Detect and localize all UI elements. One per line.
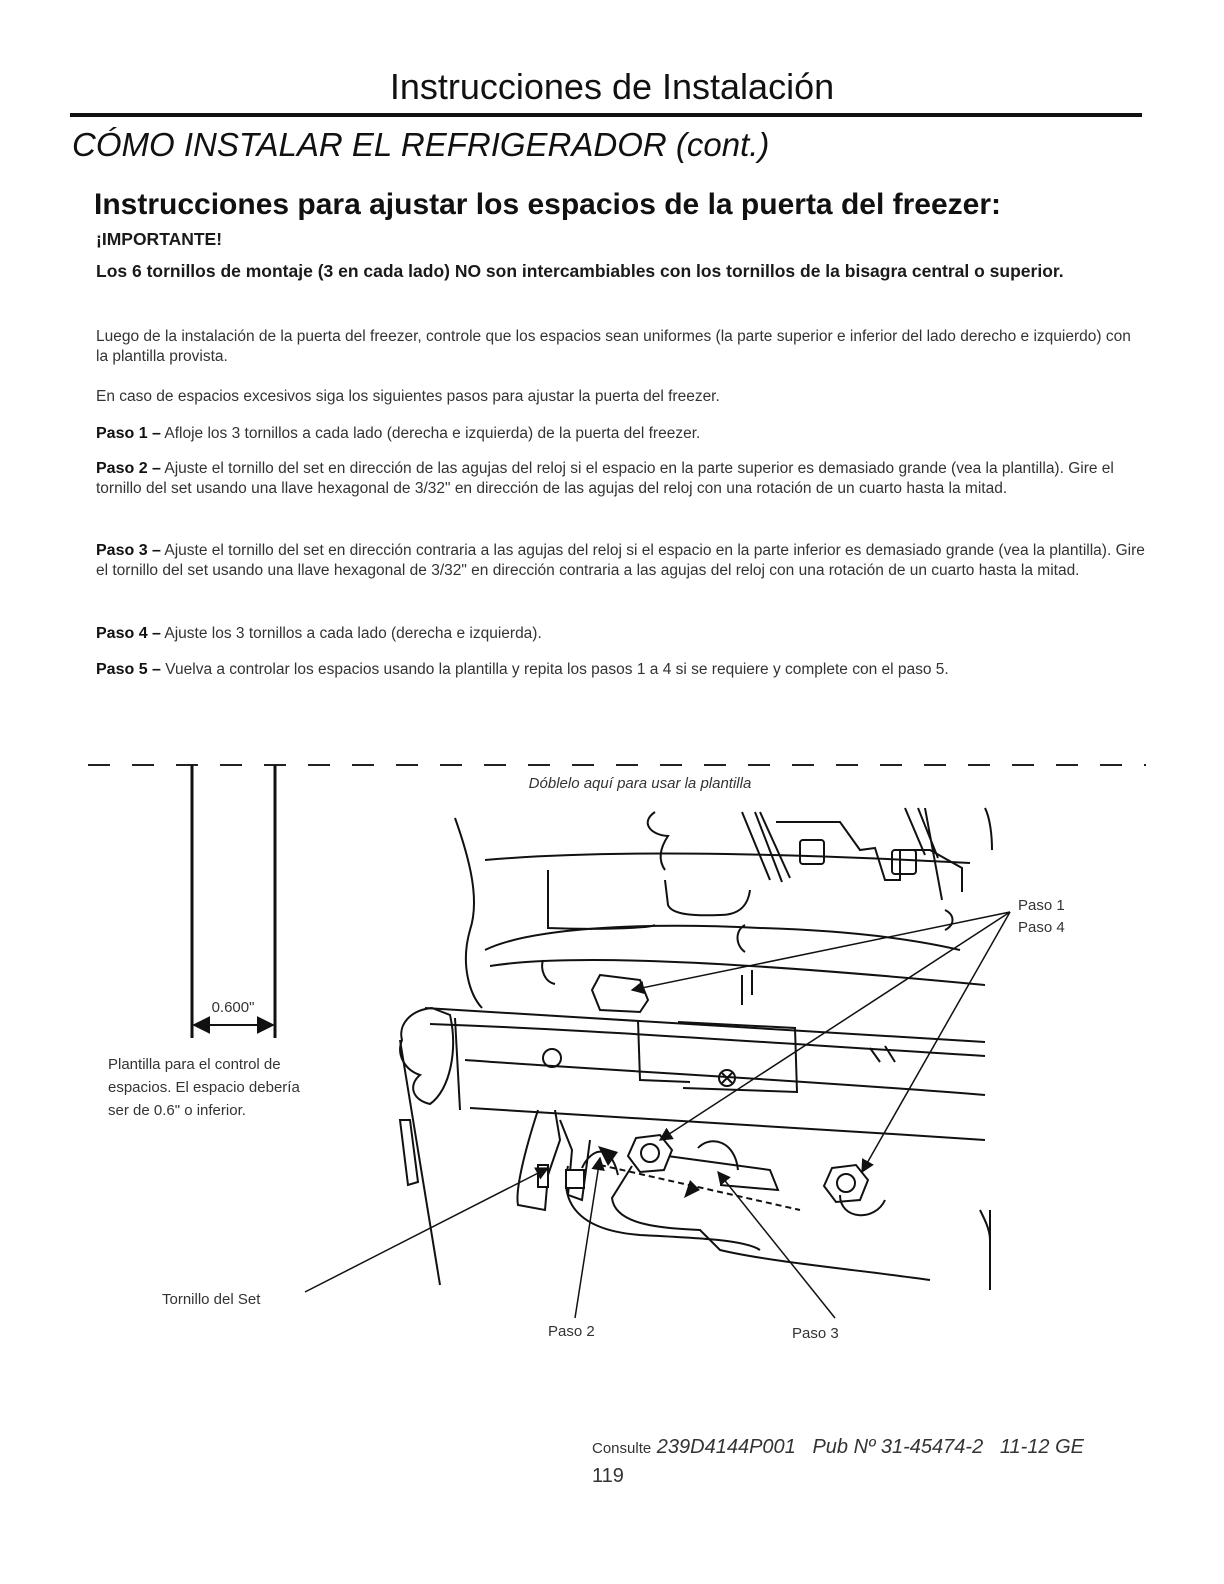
- warning-text: Los 6 tornillos de montaje (3 en cada lado) NO son intercambiables con los tornillos de la bisagra central o superior.: [96, 261, 1064, 281]
- important-label: ¡IMPORTANTE!: [96, 229, 223, 249]
- step-3-label: Paso 3 –: [96, 542, 161, 559]
- template-caption: Plantilla para el control de espacios. El espacio debería ser de 0.6" o inferior.: [108, 1056, 300, 1119]
- callout-set-screw: Tornillo del Set: [162, 1291, 261, 1308]
- footer-reference: [592, 1436, 1084, 1459]
- callout-step-3: Paso 3: [792, 1325, 839, 1342]
- ccw-arrow-icon: [684, 1180, 700, 1198]
- gauge-value: 0.600": [211, 999, 255, 1016]
- step-5-text: Vuelva a controlar los espacios usando la plantilla y repita los pasos 1 a 4 si se requiere y complete con el paso 5.: [165, 661, 949, 678]
- header-rule: [70, 113, 1142, 117]
- gap-template: [192, 765, 275, 1038]
- step-4: [96, 624, 1146, 644]
- step-2: [96, 459, 1146, 499]
- step-5-label: Paso 5 –: [96, 661, 161, 678]
- step-1: [96, 424, 1146, 444]
- page-number: 119: [592, 1465, 624, 1487]
- callout-step-2: Paso 2: [548, 1323, 595, 1340]
- step-4-label: Paso 4 –: [96, 625, 161, 642]
- step-5: [96, 660, 1146, 680]
- fold-label: Dóblelo aquí para usar la plantilla: [528, 775, 752, 792]
- section-title: CÓMO INSTALAR EL REFRIGERADOR (cont.): [72, 126, 770, 163]
- step-2-label: Paso 2 –: [96, 460, 161, 477]
- footer-part-number: 239D4144P001: [656, 1436, 796, 1458]
- step-4-text: Ajuste los 3 tornillos a cada lado (derecha e izquierda).: [164, 625, 542, 642]
- step-1-text: Afloje los 3 tornillos a cada lado (derecha e izquierda) de la puerta del freezer.: [164, 425, 701, 442]
- step-3-text: Ajuste el tornillo del set en dirección contraria a las agujas del reloj si el espacio en la parte inferior es demasiado grande (vea la plantilla). Gire el tornillo del set usando una llave hexagonal de 3/32" en dirección contraria a las agujas del reloj con una rotación de un cuarto hasta la mitad.: [96, 542, 1145, 579]
- intro-paragraph-1: Luego de la instalación de la puerta del freezer, controle que los espacios sean uniformes (la parte superior e inferior del lado derecho e izquierdo) con la plantilla provista.: [96, 328, 1131, 365]
- callout-leaders: [305, 912, 1010, 1318]
- footer-consult: Consulte: [592, 1440, 652, 1457]
- subheading: Instrucciones para ajustar los espacios de la puerta del freezer:: [94, 188, 1002, 221]
- intro-paragraph-2: En caso de espacios excesivos siga los siguientes pasos para ajustar la puerta del freezer.: [96, 388, 720, 405]
- footer-date: 11-12 GE: [999, 1436, 1085, 1458]
- step-3: [96, 541, 1146, 581]
- callout-step-1-4: Paso 1 Paso 4: [1018, 897, 1065, 936]
- page-header-title: Instrucciones de Instalación: [389, 66, 835, 107]
- freezer-door-diagram: [0, 740, 1224, 1380]
- step-2-text: Ajuste el tornillo del set en dirección de las agujas del reloj si el espacio en la parte superior es demasiado grande (vea la plantilla). Gire el tornillo del set usando una llave hexagonal de 3/32" en dirección de las agujas del reloj con una rotación de un cuarto hasta la mitad.: [96, 460, 1114, 497]
- hinge-illustration: [400, 808, 992, 1290]
- step-1-label: Paso 1 –: [96, 425, 161, 442]
- footer-pub: Pub Nº 31-45474-2: [812, 1436, 984, 1458]
